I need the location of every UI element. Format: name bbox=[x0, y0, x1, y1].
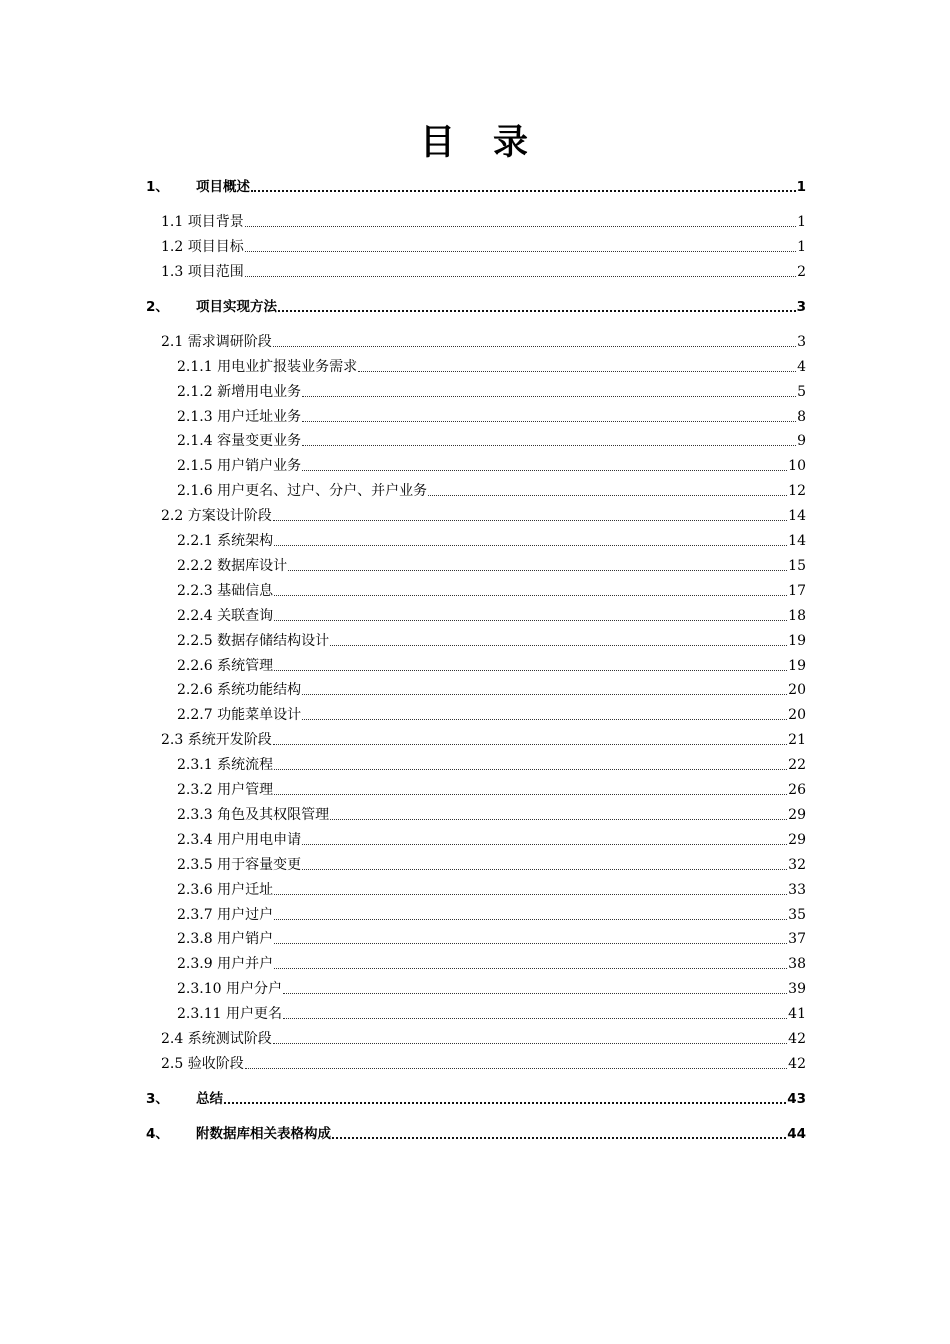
toc-entry-number: 2.3.11 bbox=[177, 1006, 226, 1023]
toc-entry-title: 容量变更业务 bbox=[217, 433, 302, 450]
toc-dot-leader bbox=[273, 520, 787, 521]
toc-entry-page-number: 1 bbox=[796, 179, 806, 195]
toc-entry-page-number: 9 bbox=[797, 433, 806, 450]
toc-entry[interactable] bbox=[161, 1053, 806, 1075]
toc-entry-page-number: 39 bbox=[788, 981, 806, 998]
toc-dot-leader bbox=[245, 226, 796, 227]
toc-entry-title: 数据库设计 bbox=[217, 557, 288, 574]
toc-entry-title: 系统管理 bbox=[217, 657, 274, 674]
toc-dot-leader bbox=[224, 1102, 786, 1104]
toc-entry-title: 用户用电申请 bbox=[217, 831, 302, 848]
toc-entry[interactable] bbox=[177, 605, 806, 627]
toc-entry-title: 角色及其权限管理 bbox=[217, 806, 330, 823]
toc-entry-number: 2.2.6 bbox=[177, 657, 218, 674]
toc-entry-page-number: 3 bbox=[796, 298, 806, 315]
toc-entry-number: 2.2.7 bbox=[177, 707, 218, 724]
toc-entry-page-number: 38 bbox=[788, 956, 806, 973]
toc-entry[interactable] bbox=[177, 1003, 806, 1025]
toc-entry-number: 2.3.9 bbox=[177, 956, 218, 973]
toc-entry[interactable] bbox=[161, 261, 806, 283]
toc-entry[interactable] bbox=[146, 296, 806, 318]
toc-entry[interactable] bbox=[177, 904, 806, 926]
toc-entry-page-number: 5 bbox=[797, 383, 806, 400]
toc-dot-leader bbox=[274, 620, 787, 621]
toc-entry-number: 2.1.5 bbox=[177, 458, 218, 475]
toc-dot-leader bbox=[251, 190, 796, 192]
toc-dot-leader bbox=[330, 819, 787, 820]
toc-entry-page-number: 42 bbox=[788, 1055, 806, 1072]
toc-entry-title: 系统架构 bbox=[217, 533, 274, 549]
toc-dot-leader bbox=[302, 869, 787, 870]
toc-entry-page-number: 14 bbox=[788, 533, 806, 549]
toc-entry-title: 附数据库相关表格构成 bbox=[196, 1125, 331, 1142]
toc-dot-leader bbox=[273, 346, 796, 347]
toc-entry[interactable] bbox=[177, 406, 806, 428]
toc-dot-leader bbox=[274, 794, 787, 795]
toc-title-char-1: 目 bbox=[419, 123, 457, 163]
toc-dot-leader bbox=[274, 545, 787, 546]
toc-entry-number: 2.4 bbox=[161, 1031, 188, 1047]
toc-entry-number: 1、 bbox=[146, 179, 169, 195]
toc-title-char-2: 录 bbox=[493, 123, 531, 163]
toc-entry[interactable] bbox=[177, 655, 806, 677]
toc-entry-title: 用户并户 bbox=[217, 956, 274, 973]
toc-entry-title: 用户迁址业务 bbox=[217, 408, 302, 425]
toc-dot-leader bbox=[302, 445, 796, 446]
toc-entry[interactable] bbox=[177, 455, 806, 477]
toc-entry-number: 2.1 bbox=[161, 333, 188, 350]
toc-entry[interactable] bbox=[177, 580, 806, 602]
toc-dot-leader bbox=[428, 495, 787, 496]
toc-entry-title: 验收阶段 bbox=[187, 1055, 244, 1072]
toc-entry-page-number: 37 bbox=[788, 931, 806, 948]
toc-entry[interactable] bbox=[161, 211, 806, 233]
toc-entry-number: 2.2 bbox=[161, 508, 188, 525]
toc-entry[interactable] bbox=[177, 356, 806, 378]
toc-entry[interactable] bbox=[177, 953, 806, 975]
toc-entry[interactable] bbox=[177, 430, 806, 452]
toc-entry[interactable] bbox=[177, 854, 806, 876]
toc-entry-page-number: 29 bbox=[788, 831, 806, 848]
toc-entry[interactable] bbox=[177, 978, 806, 1000]
toc-entry[interactable] bbox=[146, 1088, 806, 1110]
toc-title bbox=[0, 118, 950, 168]
toc-entry-page-number: 18 bbox=[788, 607, 806, 624]
toc-dot-leader bbox=[302, 719, 787, 720]
toc-entry-number: 2、 bbox=[146, 298, 169, 315]
toc-entry[interactable] bbox=[161, 505, 806, 527]
toc-dot-leader bbox=[358, 371, 796, 372]
toc-entry-page-number: 26 bbox=[788, 782, 806, 798]
toc-entry-number: 2.3.6 bbox=[177, 881, 218, 898]
toc-dot-leader bbox=[302, 396, 796, 397]
toc-entry[interactable] bbox=[161, 1028, 806, 1050]
toc-entry-number: 2.2.6 bbox=[177, 682, 218, 699]
toc-entry-number: 3、 bbox=[146, 1090, 169, 1107]
toc-entry-number: 2.3.8 bbox=[177, 931, 218, 948]
toc-dot-leader bbox=[274, 595, 787, 596]
toc-entry-number: 2.3.7 bbox=[177, 906, 218, 923]
toc-entry-number: 2.3.4 bbox=[177, 831, 218, 848]
toc-entry-title: 用户销户 bbox=[217, 931, 274, 948]
toc-entry-number: 2.3 bbox=[161, 732, 188, 749]
toc-entry-page-number: 29 bbox=[788, 806, 806, 823]
toc-entry-number: 2.3.3 bbox=[177, 806, 218, 823]
toc-entry-title: 用户过户 bbox=[217, 906, 274, 923]
toc-entry-title: 项目实现方法 bbox=[196, 298, 277, 315]
toc-entry-page-number: 14 bbox=[788, 508, 806, 525]
toc-entry-page-number: 44 bbox=[787, 1125, 806, 1142]
toc-entry[interactable] bbox=[177, 779, 806, 801]
toc-entry-title: 用户更名、过户、分户、并户业务 bbox=[217, 483, 428, 500]
toc-entry-page-number: 3 bbox=[797, 333, 806, 350]
toc-dot-leader bbox=[274, 943, 787, 944]
toc-entry[interactable] bbox=[161, 729, 806, 751]
toc-entry-number: 2.3.2 bbox=[177, 782, 218, 798]
toc-entry[interactable] bbox=[177, 829, 806, 851]
toc-entry-title: 项目背景 bbox=[187, 214, 244, 230]
toc-entry[interactable] bbox=[146, 1123, 806, 1145]
toc-entry-title: 新增用电业务 bbox=[217, 383, 302, 400]
toc-dot-leader bbox=[245, 276, 796, 277]
toc-entry-page-number: 1 bbox=[797, 238, 806, 255]
toc-dot-leader bbox=[274, 919, 787, 920]
toc-entry-number: 2.2.3 bbox=[177, 582, 218, 599]
toc-dot-leader bbox=[283, 1018, 787, 1019]
toc-entry-number: 2.2.4 bbox=[177, 607, 218, 624]
toc-entry[interactable] bbox=[177, 704, 806, 726]
toc-entry-title: 关联查询 bbox=[217, 607, 274, 624]
toc-entry[interactable] bbox=[177, 879, 806, 901]
toc-dot-leader bbox=[332, 1137, 786, 1139]
toc-entry[interactable] bbox=[177, 754, 806, 776]
toc-entry-title: 功能菜单设计 bbox=[217, 707, 302, 724]
toc-entry-title: 需求调研阶段 bbox=[187, 333, 272, 350]
toc-entry-title: 系统功能结构 bbox=[217, 682, 302, 699]
toc-entry-title: 系统开发阶段 bbox=[187, 732, 272, 749]
toc-dot-leader bbox=[278, 310, 796, 312]
toc-entry-title: 项目概述 bbox=[196, 179, 250, 195]
toc-entry-number: 1.2 bbox=[161, 238, 188, 255]
toc-entry-page-number: 2 bbox=[797, 263, 806, 280]
toc-entry-number: 2.3.1 bbox=[177, 757, 218, 774]
toc-entry-number: 1.1 bbox=[161, 214, 188, 230]
toc-entry-number: 2.3.10 bbox=[177, 981, 226, 998]
toc-entry-title: 用户更名 bbox=[225, 1006, 282, 1023]
toc-dot-leader bbox=[273, 744, 787, 745]
toc-entry-title: 用电业扩报装业务需求 bbox=[217, 358, 358, 375]
toc-entry-title: 系统测试阶段 bbox=[187, 1031, 272, 1047]
toc-entry-page-number: 33 bbox=[788, 881, 806, 898]
toc-entry-page-number: 20 bbox=[788, 682, 806, 699]
toc-entry[interactable] bbox=[177, 679, 806, 701]
toc-entry-number: 2.2.5 bbox=[177, 632, 218, 649]
toc-entry-page-number: 15 bbox=[788, 557, 806, 574]
toc-entry-page-number: 21 bbox=[788, 732, 806, 749]
toc-dot-leader bbox=[288, 570, 787, 571]
toc-dot-leader bbox=[273, 1043, 787, 1044]
toc-entry-title: 用户分户 bbox=[225, 981, 282, 998]
toc-dot-leader bbox=[302, 694, 787, 695]
toc-entry[interactable] bbox=[161, 331, 806, 353]
toc-entry-title: 方案设计阶段 bbox=[187, 508, 272, 525]
toc-entry-title: 用于容量变更 bbox=[217, 856, 302, 873]
toc-entry[interactable] bbox=[177, 928, 806, 950]
toc-entry-number: 2.1.3 bbox=[177, 408, 218, 425]
toc-dot-leader bbox=[302, 470, 787, 471]
toc-entry-title: 系统流程 bbox=[217, 757, 274, 774]
toc-entry-title: 用户管理 bbox=[217, 782, 274, 798]
toc-entry-page-number: 19 bbox=[788, 657, 806, 674]
toc-entry-page-number: 22 bbox=[788, 757, 806, 774]
toc-entry-number: 2.5 bbox=[161, 1055, 188, 1072]
toc-entry-page-number: 41 bbox=[788, 1006, 806, 1023]
toc-entry-page-number: 43 bbox=[787, 1090, 806, 1107]
toc-dot-leader bbox=[274, 968, 787, 969]
toc-entry-title: 用户迁址 bbox=[217, 881, 274, 898]
toc-entry-number: 2.2.2 bbox=[177, 557, 218, 574]
toc-entry-title: 数据存储结构设计 bbox=[217, 632, 330, 649]
toc-entry-page-number: 8 bbox=[797, 408, 806, 425]
toc-dot-leader bbox=[302, 421, 796, 422]
toc-dot-leader bbox=[302, 844, 787, 845]
toc-dot-leader bbox=[274, 769, 787, 770]
toc-entry[interactable] bbox=[177, 555, 806, 577]
toc-entry-number: 1.3 bbox=[161, 263, 188, 280]
toc-entry-number: 4、 bbox=[146, 1125, 169, 1142]
toc-entry-page-number: 17 bbox=[788, 582, 806, 599]
toc-dot-leader bbox=[274, 670, 787, 671]
toc-dot-leader bbox=[330, 645, 787, 646]
toc-entry[interactable] bbox=[177, 630, 806, 652]
toc-entry-title: 用户销户业务 bbox=[217, 458, 302, 475]
toc-entry-page-number: 1 bbox=[797, 214, 806, 230]
toc-entry-page-number: 35 bbox=[788, 906, 806, 923]
toc-entry-number: 2.1.2 bbox=[177, 383, 218, 400]
toc-entry-number: 2.1.4 bbox=[177, 433, 218, 450]
toc-entry-page-number: 20 bbox=[788, 707, 806, 724]
toc-entry-title: 基础信息 bbox=[217, 582, 274, 599]
toc-entry[interactable] bbox=[177, 381, 806, 403]
toc-entry-page-number: 10 bbox=[788, 458, 806, 475]
toc-entry[interactable] bbox=[177, 804, 806, 826]
toc-entry-number: 2.1.6 bbox=[177, 483, 218, 500]
toc-entry[interactable] bbox=[161, 236, 806, 258]
toc-entry-page-number: 42 bbox=[788, 1031, 806, 1047]
toc-entry-title: 项目范围 bbox=[187, 263, 244, 280]
toc-entry-page-number: 32 bbox=[788, 856, 806, 873]
toc-dot-leader bbox=[245, 251, 796, 252]
toc-dot-leader bbox=[245, 1068, 787, 1069]
toc-entry-page-number: 12 bbox=[788, 483, 806, 500]
toc-entry[interactable] bbox=[177, 530, 806, 552]
toc-dot-leader bbox=[283, 993, 787, 994]
toc-dot-leader bbox=[274, 894, 787, 895]
toc-entry-number: 2.3.5 bbox=[177, 856, 218, 873]
toc-entry-page-number: 4 bbox=[797, 358, 806, 375]
toc-entry-number: 2.2.1 bbox=[177, 533, 218, 549]
toc-entry-number: 2.1.1 bbox=[177, 358, 218, 375]
toc-entry[interactable] bbox=[146, 176, 806, 198]
toc-entry[interactable] bbox=[177, 480, 806, 502]
toc-entry-title: 项目目标 bbox=[187, 238, 244, 255]
toc-entry-page-number: 19 bbox=[788, 632, 806, 649]
toc-entry-title: 总结 bbox=[196, 1090, 223, 1107]
